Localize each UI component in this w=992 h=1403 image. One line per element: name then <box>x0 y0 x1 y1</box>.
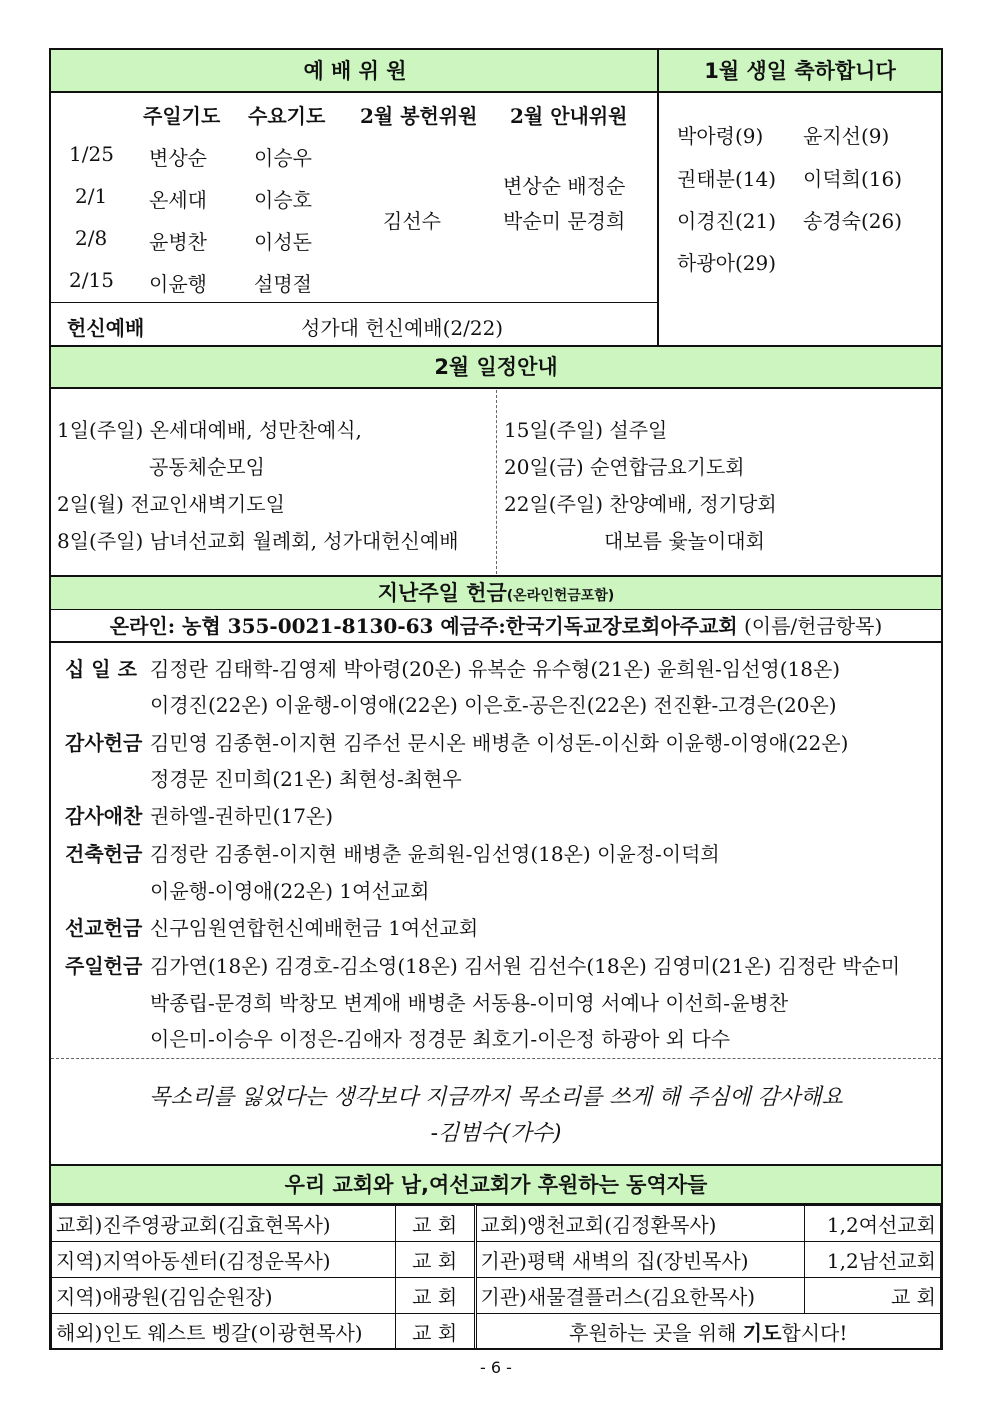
birthday-name: 이경진(21) <box>677 209 777 233</box>
worship-row-date: 2/1 <box>75 184 108 208</box>
offering-names: 권하엘-권하민(17온) <box>150 804 334 828</box>
online-account: 온라인: 농협 355-0021-8130-63 예금주:한국기독교장로회아주교회 <box>109 614 738 638</box>
support-partner: 지역)지역아동센터(김정운목사) <box>52 1242 396 1278</box>
offering-header-note: (온라인헌금포함) <box>506 588 615 604</box>
worship-row-date: 2/8 <box>75 226 108 250</box>
birthday-name: 하광아(29) <box>677 251 777 275</box>
worship-row-sunday: 윤병찬 <box>149 230 207 254</box>
support-partner: 기관)새물결플러스(김요한목사) <box>475 1278 805 1314</box>
table-row <box>52 1206 941 1242</box>
support-sponsor: 1,2여선교회 <box>805 1206 941 1242</box>
closing-post: 합시다! <box>781 1321 848 1345</box>
schedule-item: 대보름 윷놀이대회 <box>604 529 765 553</box>
quote-line-1: 목소리를 잃었다는 생각보다 지금까지 목소리를 쓰게 해 주심에 감사해요 <box>149 1085 843 1110</box>
online-account-note: (이름/헌금항목) <box>743 614 883 638</box>
birthday-header: 1월 생일 축하합니다 <box>659 50 941 92</box>
col-sunday-prayer: 주일기도 <box>143 104 221 128</box>
worship-row-sunday: 변상순 <box>149 146 207 170</box>
support-closing <box>475 1314 940 1350</box>
schedule-item: 1일(주일) 온세대예배, 성만찬예식, <box>57 418 362 442</box>
worship-row-sunday: 이윤행 <box>149 272 207 296</box>
support-table <box>51 1205 941 1350</box>
birthday-name: 권태분(14) <box>677 167 777 191</box>
worship-row-wed: 이승호 <box>254 188 312 212</box>
ushers-line-2: 박순미 문경희 <box>503 209 626 233</box>
support-sponsor: 1,2남선교회 <box>805 1242 941 1278</box>
col-wed-prayer: 수요기도 <box>248 104 326 128</box>
schedule-header: 2월 일정안내 <box>51 347 941 387</box>
schedule-item: 22일(주일) 찬양예배, 정기당회 <box>504 492 777 516</box>
worship-row-wed: 이승우 <box>254 146 312 170</box>
birthday-name: 윤지선(9) <box>803 124 890 148</box>
offering-names: 김정란 김종현-이지현 배병춘 윤희원-임선영(18온) 이윤정-이덕희 <box>150 842 720 866</box>
worship-row-wed: 설명절 <box>254 272 312 296</box>
support-partner: 기관)평택 새벽의 집(장빈목사) <box>475 1242 805 1278</box>
support-sponsor: 교 회 <box>395 1278 475 1314</box>
table-row <box>52 1242 941 1278</box>
table-row <box>52 1314 941 1350</box>
offering-names: 김가연(18온) 김경호-김소영(18온) 김서원 김선수(18온) 김영미(21온) 김정란 박순미 <box>150 954 901 978</box>
dedication-label: 헌신예배 <box>67 316 145 340</box>
quote-author: -김범수(가수) <box>430 1121 562 1146</box>
closing-bold: 기도 <box>742 1321 782 1345</box>
schedule-item: 15일(주일) 설주일 <box>504 418 668 442</box>
offering-names: 김민영 김종현-이지현 김주선 문시온 배병춘 이성돈-이신화 이윤행-이영애(22온) <box>150 731 849 755</box>
offering-names: 박종립-문경희 박창모 변계애 배병춘 서동용-이미영 서예나 이선희-윤병찬 <box>150 991 789 1015</box>
worship-row-wed: 이성돈 <box>254 230 312 254</box>
dedication-value: 성가대 헌신예배(2/22) <box>301 316 504 340</box>
birthday-name: 박아령(9) <box>677 124 764 148</box>
schedule-item: 20일(금) 순연합금요기도회 <box>504 455 745 479</box>
table-row <box>52 1278 941 1314</box>
birthday-name: 이덕희(16) <box>803 167 903 191</box>
worship-header: 예 배 위 원 <box>51 50 659 92</box>
closing-pre: 후원하는 곳을 위해 <box>569 1321 743 1345</box>
worship-row-date: 2/15 <box>69 268 114 292</box>
offering-names: 이은미-이승우 이정은-김애자 정경문 최호기-이은정 하광아 외 다수 <box>150 1027 731 1051</box>
support-sponsor: 교 회 <box>395 1314 475 1350</box>
support-partner: 지역)애광원(김임순원장) <box>52 1278 396 1314</box>
worship-row-date: 1/25 <box>69 142 114 166</box>
offering-category-label: 건축헌금 <box>65 842 143 866</box>
offering-category-label: 주일헌금 <box>65 954 143 978</box>
offering-header-title: 지난주일 헌금 <box>377 581 507 605</box>
offering-names: 이경진(22온) 이윤행-이영애(22온) 이은호-공은진(22온) 전진환-고경은(20온) <box>150 693 837 717</box>
col-offering-committee: 2월 봉헌위원 <box>360 104 478 128</box>
birthday-name: 송경숙(26) <box>803 209 903 233</box>
schedule-item: 8일(주일) 남녀선교회 월례회, 성가대헌신예배 <box>57 529 459 553</box>
support-sponsor: 교 회 <box>805 1278 941 1314</box>
page-number: - 6 - <box>480 1358 512 1377</box>
offering-category-label: 선교헌금 <box>65 916 143 940</box>
support-sponsor: 교 회 <box>395 1206 475 1242</box>
support-sponsor: 교 회 <box>395 1242 475 1278</box>
support-partner: 해외)인도 웨스트 벵갈(이광현목사) <box>52 1314 396 1350</box>
offering-category-label: 감사헌금 <box>65 731 143 755</box>
support-partner: 교회)앵천교회(김정환목사) <box>475 1206 805 1242</box>
support-header: 우리 교회와 남,여선교회가 후원하는 동역자들 <box>51 1166 941 1204</box>
online-offering-info <box>51 611 941 641</box>
schedule-item: 2일(월) 전교인새벽기도일 <box>57 492 285 516</box>
worship-row-sunday: 온세대 <box>149 188 207 212</box>
offering-person: 김선수 <box>383 209 441 233</box>
bulletin-page-frame <box>49 48 943 1350</box>
col-usher-committee: 2월 안내위원 <box>510 104 628 128</box>
offering-names: 신구임원연합헌신예배헌금 1여선교회 <box>150 916 479 940</box>
support-partner: 교회)진주영광교회(김효현목사) <box>52 1206 396 1242</box>
offering-header <box>51 577 941 609</box>
schedule-item: 공동체순모임 <box>149 455 265 479</box>
offering-category-label: 십 일 조 <box>65 657 137 681</box>
offering-names: 정경문 진미희(21온) 최현성-최현우 <box>150 767 462 791</box>
ushers-line-1: 변상순 배정순 <box>503 174 626 198</box>
offering-names: 이윤행-이영애(22온) 1여선교회 <box>150 879 430 903</box>
offering-category-label: 감사애찬 <box>65 804 143 828</box>
offering-names: 김정란 김태학-김영제 박아령(20온) 유복순 유수형(21온) 윤희원-임선영(18온) <box>150 657 841 681</box>
